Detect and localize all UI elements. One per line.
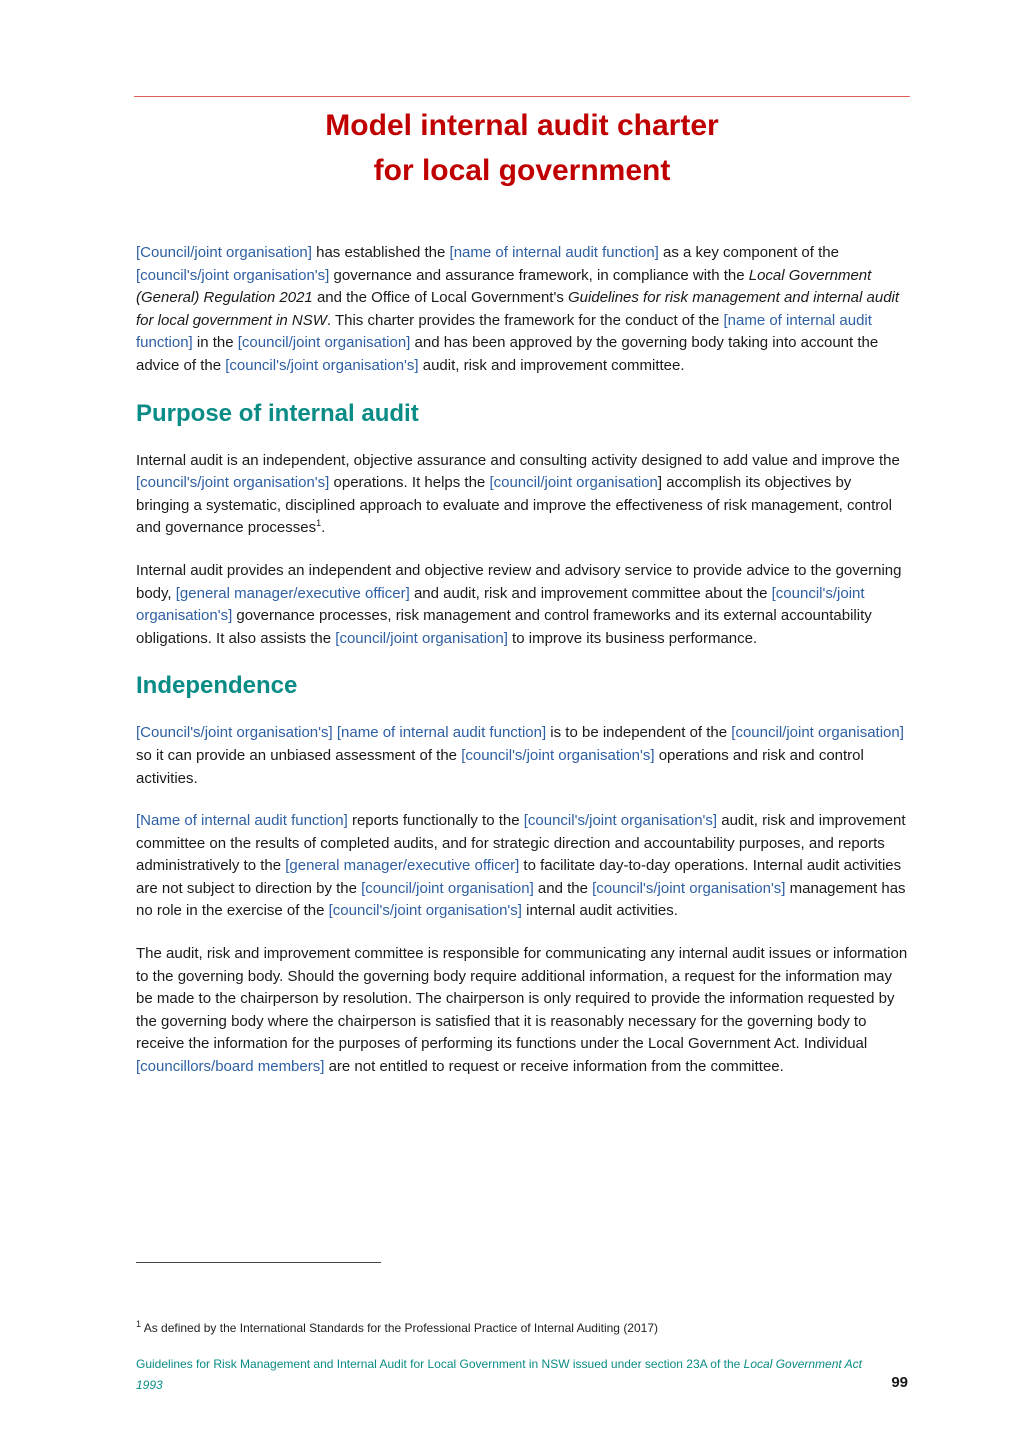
purpose-paragraph-2: Internal audit provides an independent and objective review and advisory service to provide advice to the governing body, [general manager/executive officer] and audit, risk and improvement committee about the [council's/joint organisation's] governance processes, risk management and control frameworks and its external accountability obligations. It also assists the [council/joint organisation] to improve its business performance. — [136, 561, 902, 647]
placeholder: [council/joint organisation] — [237, 334, 411, 352]
footer-text: Guidelines for Risk Management and Internal Audit for Local Government in NSW issued under section 23A of the — [136, 1357, 744, 1371]
footnote — [136, 1320, 906, 1336]
regulation-title: Local Government (General) Regulation 2021 — [136, 266, 872, 307]
placeholder: [council's/joint organisation's] — [328, 902, 522, 920]
placeholder: [councillors/board members] — [136, 1058, 325, 1076]
independence-paragraph-1: [Council's/joint organisation's] [name of internal audit function] is to be independent of the [council/joint organisation] so it can provide an unbiased assessment of the [council's/joint organisation's] operations and risk and control activities. — [136, 724, 904, 787]
placeholder: [Name of internal audit function] — [136, 812, 348, 830]
section-heading-purpose: Purpose of internal audit — [136, 399, 419, 427]
title-line-2: for local government — [373, 154, 671, 187]
placeholder: [council's/joint organisation's] — [225, 356, 419, 374]
purpose-paragraph-1: Internal audit is an independent, objective assurance and consulting activity designed to add value and improve the [council's/joint organisation's] operations. It helps the [council/joint organisation] accomplish its objectives by bringing a systematic, disciplined approach to evaluate and improve the effectiveness of risk management, control and governance processes$^1$. — [136, 451, 900, 537]
top-rule — [134, 96, 910, 97]
placeholder: [council/joint organisation — [489, 474, 658, 492]
footnote-reference[interactable]: 1 — [316, 518, 322, 529]
guidelines-title: Guidelines for risk management and internal audit for local government in NSW — [136, 289, 900, 329]
placeholder: [name of internal audit function] — [449, 244, 659, 261]
placeholder: [general manager/executive officer] — [285, 857, 520, 875]
footer-act-title: Local Government Act 1993 — [136, 1357, 862, 1392]
title-line-1: Model internal audit charter — [325, 109, 719, 142]
placeholder: [Council's/joint organisation's] — [136, 724, 333, 742]
page-footer — [136, 1354, 866, 1396]
placeholder: [council's/joint organisation's] — [461, 746, 655, 764]
footnote-number: 1 — [136, 1319, 142, 1329]
placeholder: [council's/joint organisation's] — [136, 584, 865, 625]
page-title — [134, 103, 910, 193]
placeholder: [council/joint organisation] — [361, 879, 534, 897]
placeholder: [name of internal audit function] — [136, 311, 872, 352]
independence-paragraph-2: [Name of internal audit function] reports functionally to the [council's/joint organisation's] audit, risk and improvement committee on the results of completed audits, and for strategic direction and accountability purposes, and reports administratively to the [general manager/executive officer] to facilitate day-to-day operations. Internal audit activities are not subject to direction by the [council/joint organisation] and the [council's/joint organisation's] management has no role in the exercise of the [council's/joint organisation's] internal audit activities. — [136, 812, 906, 920]
placeholder: [council/joint organisation] — [731, 724, 904, 742]
footnote-text: As defined by the International Standards for the Professional Practice of Internal Auditing (2017) — [141, 1321, 658, 1335]
document-body — [136, 242, 908, 1099]
section-heading-independence: Independence — [136, 672, 298, 700]
placeholder: [council's/joint organisation's] — [523, 812, 718, 830]
placeholder: [name of internal audit function] — [336, 724, 547, 742]
placeholder: [council's/joint organisation's] — [592, 879, 786, 897]
footnote-separator — [136, 1262, 381, 1263]
placeholder: [council's/joint organisation's] — [136, 266, 330, 284]
independence-paragraph-3: The audit, risk and improvement committee is responsible for communicating any internal audit issues or information to the governing body. Should the governing body require additional information, a request for the information may be made to the chairperson by resolution. The chairperson is only required to provide the information requested by the governing body where the chairperson is satisfied that it is reasonably necessary for the governing body to receive the information for the purposes of performing its functions under the Local Government Act. Individual [councillors/board members] are not entitled to request or receive information from the committee. — [136, 945, 908, 1076]
placeholder: [council/joint organisation] — [335, 629, 508, 647]
placeholder: [council's/joint organisation's] — [136, 474, 330, 492]
placeholder: [general manager/executive officer] — [175, 584, 410, 602]
intro-paragraph: [Council/joint organisation] has established the [name of internal audit function] as a key component of the [council's/joint organisation's] governance and assurance framework, in compliance with the Local Government (General) Regulation 2021 and the Office of Local Government's Guidelines for risk management and internal audit for local government in NSW. This charter provides the framework for the conduct of the [name of internal audit function] in the [council/joint organisation] and has been approved by the governing body taking into account the advice of the [council's/joint organisation's] audit, risk and improvement committee. — [136, 244, 900, 374]
placeholder: [Council/joint organisation] — [136, 244, 312, 261]
page-number: 99 — [891, 1374, 908, 1391]
